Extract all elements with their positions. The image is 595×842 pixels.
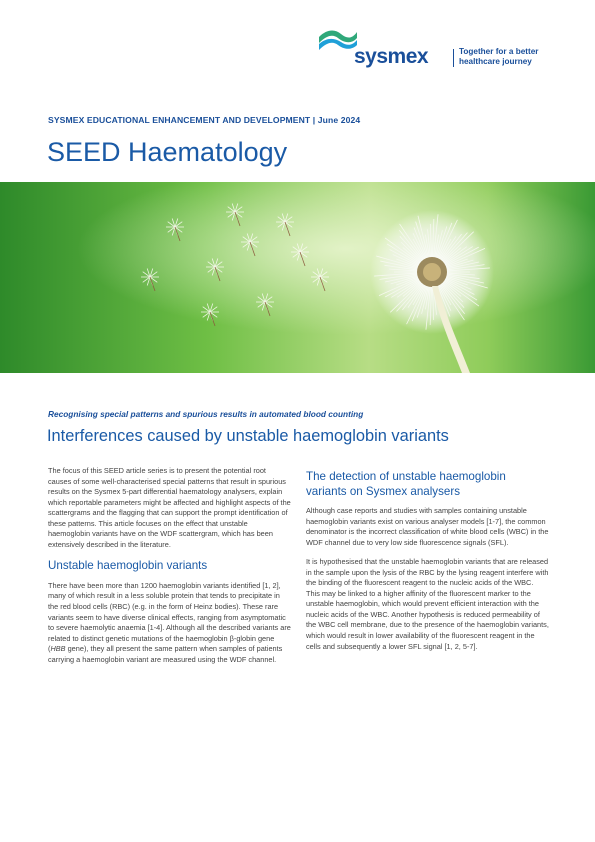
intro-paragraph: The focus of this SEED article series is to present the potential root causes of some well-characterised special patterns that result in spurious results on the Sysmex 5-part differential haematology analysers, explain which reportable parameters might be affected and highlight aspects of the scattergrams and the flagging that can support the prompt identification of these patterns. This article focuses on the effect that unstable haemoglobin variants have on the WDF scattergram, which has been extensively described in the literature. [48,466,291,549]
gene-name: HBB [50,644,66,654]
brand-name: sysmex [354,45,429,68]
detection-paragraph-2: It is hypothesised that the unstable haemoglobin variants that are released in the sample upon the lysis of the RBC by the lysing reagent interfere with the binding of the fluorescent reagent to the nucleic acids of the WBC. This may be linked to a higher affinity of the fluorescent marker to the unstable haemoglobin, which would prevent efficient interaction with the nucleic acids of the WBC. Another hypothesis is reduced permeability of the WBC cell membrane, due to the presence of the haemoglobin variants, which would result in lower availability of the fluorescent reagent in the cells and subsequently a lower SFL signal [1, 2, 5-7]. [306,557,549,651]
right-column [306,470,549,661]
left-column [48,466,291,674]
article-kicker: Recognising special patterns and spurious results in automated blood counting [48,409,364,419]
section-heading-unstable-variants: Unstable haemoglobin variants [48,559,208,573]
sysmex-logo [318,28,558,72]
series-label: SYSMEX EDUCATIONAL ENHANCEMENT AND DEVELOPMENT | June 2024 [48,115,361,125]
article-subtitle: Interferences caused by unstable haemoglobin variants [47,427,449,445]
page-title: SEED Haematology [47,137,288,167]
detection-paragraph-1: Although case reports and studies with samples containing unstable haemoglobin variants exist on various analyser models [1-7], the common denominator is the incorrect classification of white blood cells (WBC) in the WDF channel due to very low side fluorescence signals (SFL). [306,506,549,547]
logo-separator [453,49,454,67]
variants-paragraph: There have been more than 1200 haemoglobin variants identified [1, 2], many of which result in a less soluble protein that tends to precipitate in the red blood cells (RBC) (e.g. in the form of Heinz bodies). These rare variants seem to have diverse clinical effects, ranging from asymptomatic to severe haemolytic anaemia [1-4]. Although all the described variants are related to distinct genetic mutations of the haemoglobin β-globin gene (HBB gene), they all present the same pattern when samples of patients carrying a haemoglobin variant are measured using the WDF channel. [48,580,291,664]
dandelion-hero-image [0,182,595,373]
brand-tagline: Together for a better healthcare journey [459,47,539,66]
sysmex-wave-icon [318,28,358,54]
section-heading-detection: The detection of unstable haemoglobin variants on Sysmex analysers [306,470,506,498]
